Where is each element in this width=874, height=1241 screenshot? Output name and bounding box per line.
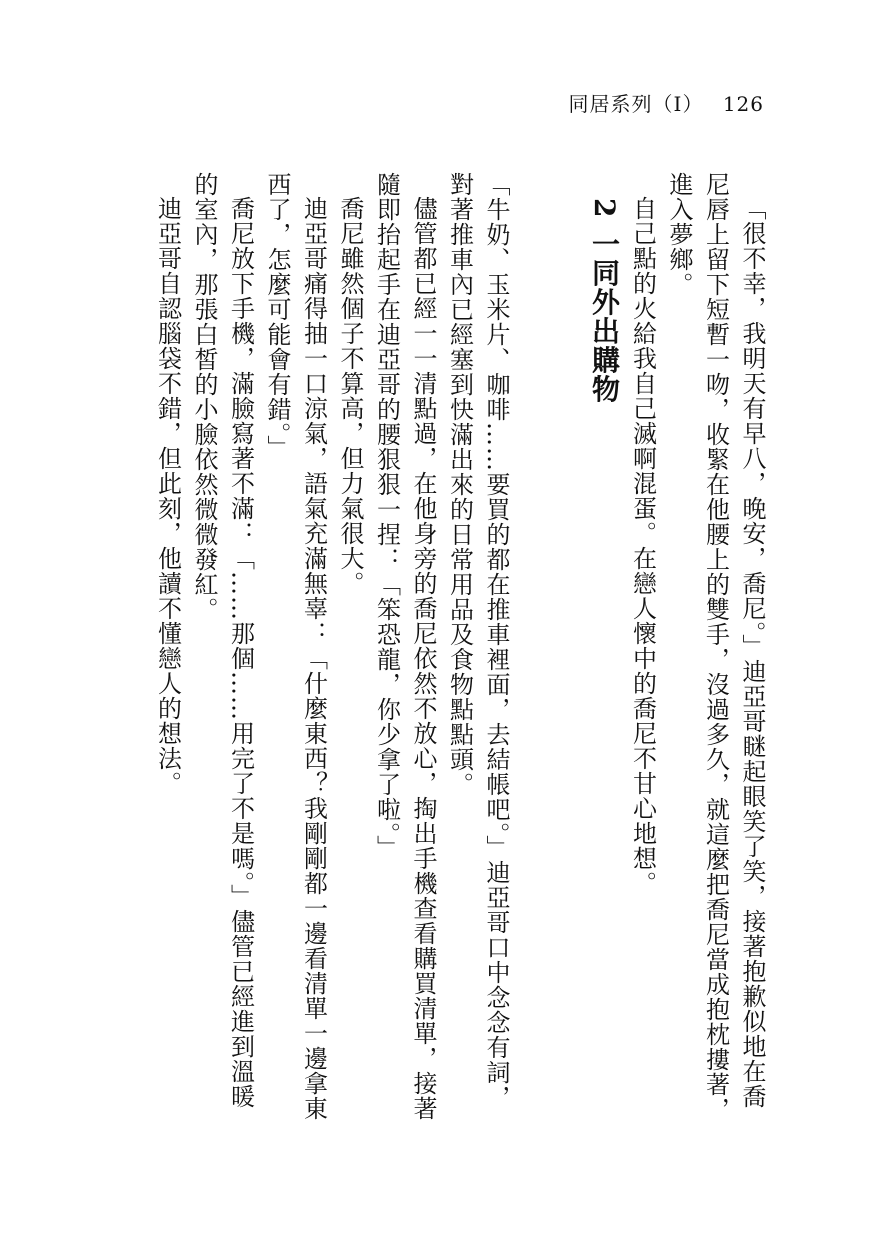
vertical-text-body	[150, 172, 770, 1132]
paragraph-5: 喬尼雖然個子不算高，但力氣很大。	[336, 196, 364, 596]
page-number: 126	[722, 92, 764, 116]
chapter-title-text: 一同外出購物	[588, 229, 621, 404]
paragraph-3: 「牛奶、玉米片、咖啡……要買的都在推車裡面，去結帳吧。」迪亞哥口中念念有詞，對著推車內已經塞到快滿出來的日常用品及食物點點頭。	[445, 172, 510, 1110]
paragraph-4: 儘管都已經一一清點過，在他身旁的喬尼依然不放心，掏出手機查看購買清單，接著隨即抬起手在迪亞哥的腰狠狠一捏：「笨恐龍，你少拿了啦。」	[372, 172, 437, 1121]
book-title: 同居系列（I）	[568, 92, 704, 116]
chapter-heading	[514, 172, 624, 1132]
paragraph-6: 迪亞哥痛得抽一口涼氣，語氣充滿無辜：「什麼東西？我剛剛都一邊看清單一邊拿東西了，怎麼可能會有錯。」	[263, 172, 328, 1121]
paragraph-1: 「很不幸，我明天有早八，晚安，喬尼。」迪亞哥瞇起眼笑了笑，接著抱歉似地在喬尼唇上留下短暫一吻，收緊在他腰上的雙手，沒過多久，就這麼把喬尼當成抱枕摟著，進入夢鄉。	[665, 172, 766, 1122]
paragraph-7: 喬尼放下手機，滿臉寫著不滿：「……那個……用完了不是嗎。」儘管已經進到溫暖的室內，那張白皙的小臉依然微微發紅。	[190, 172, 255, 1109]
running-header	[569, 88, 764, 117]
paragraph-2: 自己點的火給我自己滅啊混蛋。在戀人懷中的喬尼不甘心地想。	[628, 196, 657, 896]
chapter-number: 2	[588, 198, 621, 219]
paragraph-8: 迪亞哥自認腦袋不錯，但此刻，他讀不懂戀人的想法。	[153, 196, 182, 796]
